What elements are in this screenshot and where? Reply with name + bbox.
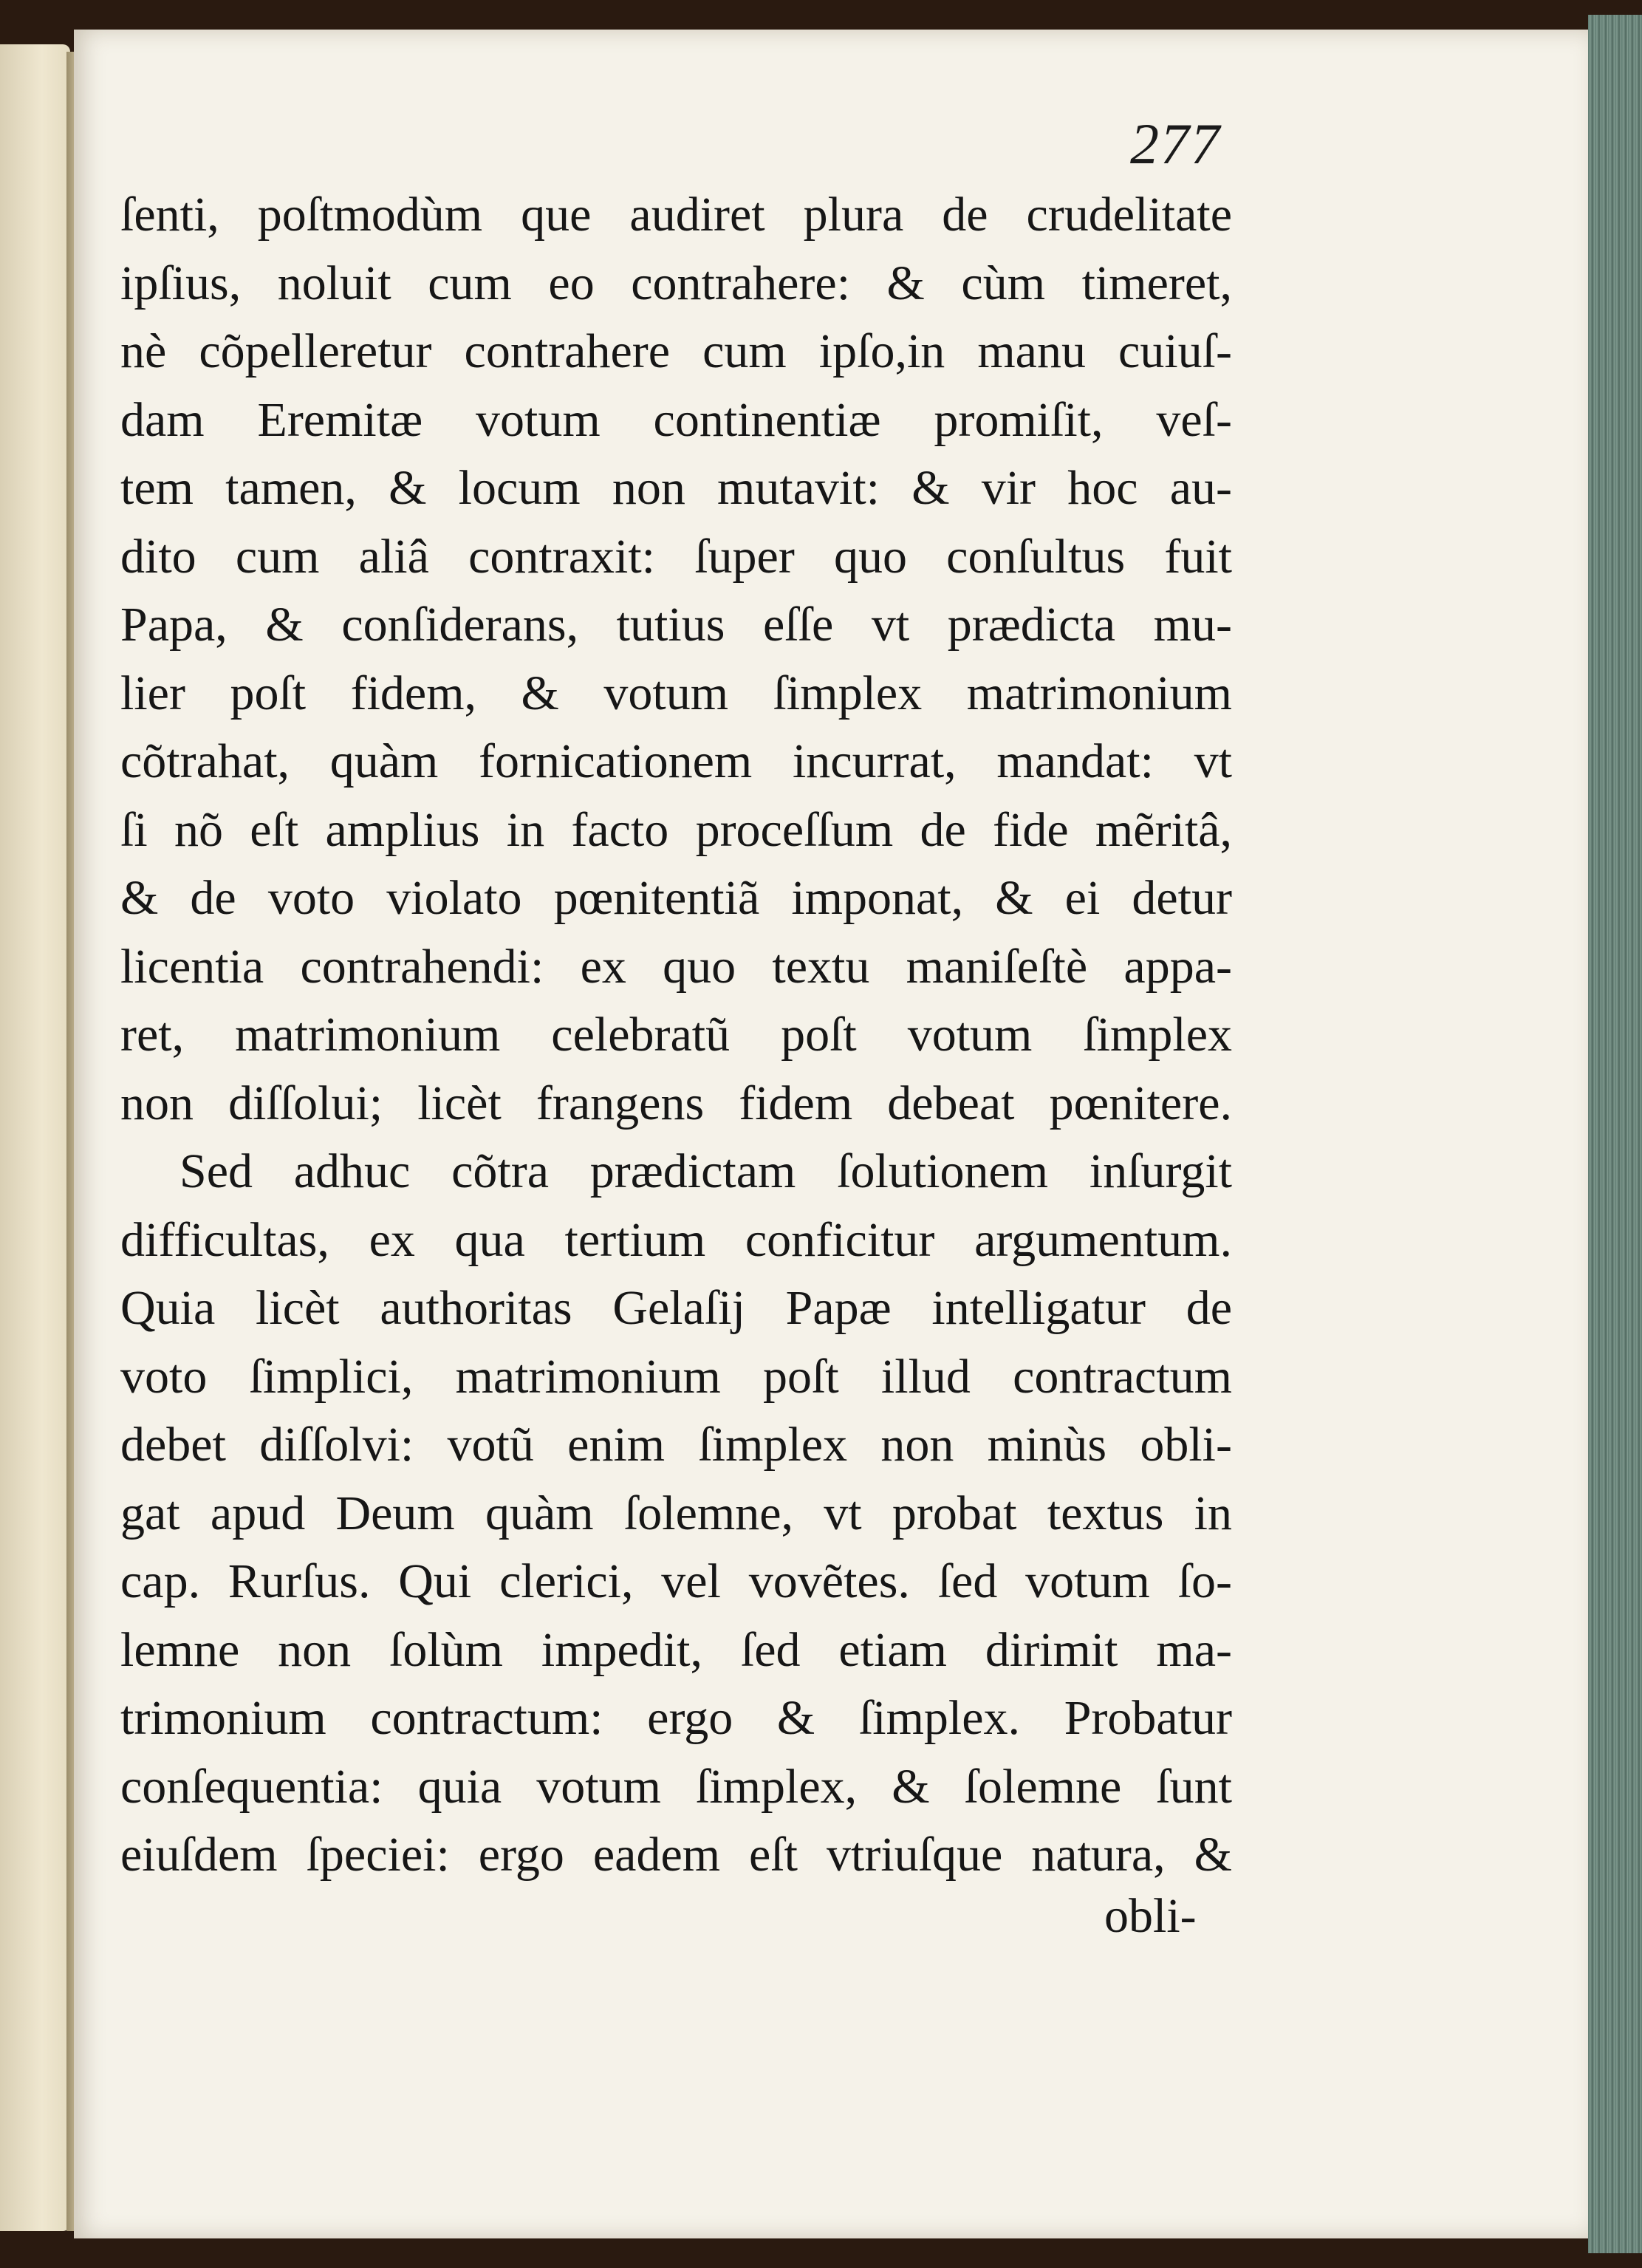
text-line: ſenti, poſtmodùm que audiret plura de crudelitate (120, 188, 1232, 242)
text-line: gat apud Deum quàm ſolemne, vt probat textus in (120, 1486, 1232, 1540)
text-line: difficultas, ex qua tertium conficitur argumentum. (120, 1212, 1232, 1267)
text-line: Quia licèt authoritas Gelaſij Papæ intelligatur de (120, 1281, 1232, 1335)
text-line: Papa, & conſiderans, tutius eſſe vt prædicta mu- (120, 598, 1232, 652)
text-line: non diſſolui; licèt frangens fidem debeat pœnitere. (120, 1076, 1232, 1130)
text-line: ſi nõ eſt amplius in facto proceſſum de fide mẽritâ, (120, 802, 1232, 857)
text-line: eiuſdem ſpeciei: ergo eadem eſt vtriuſque natura, & (120, 1828, 1232, 1882)
text-line: debet diſſolvi: votũ enim ſimplex non minùs obli- (120, 1418, 1232, 1472)
text-line: dam Eremitæ votum continentiæ promiſit, veſ- (120, 392, 1232, 447)
text-line: tem tamen, & locum non mutavit: & vir hoc au- (120, 461, 1232, 515)
text-line: dito cum aliâ contraxit: ſuper quo conſultus fuit (120, 529, 1232, 584)
page-number: 277 (1130, 112, 1221, 176)
text-line: nè cõpelleretur contrahere cum ipſo,in manu cuiuſ- (120, 324, 1232, 378)
text-line: ret, matrimonium celebratũ poſt votum ſimplex (120, 1008, 1232, 1062)
text-line: voto ſimplici, matrimonium poſt illud contractum (120, 1349, 1232, 1404)
catchword: obli- (1104, 1889, 1197, 1943)
facing-page-edge (0, 44, 70, 2231)
page-block-edge (1588, 15, 1642, 2253)
text-line: trimonium contractum: ergo & ſimplex. Probatur (120, 1691, 1232, 1745)
text-line: & de voto violato pœnitentiã imponat, & ei detur (120, 871, 1232, 925)
text-line: cõtrahat, quàm fornicationem incurrat, mandat: vt (120, 734, 1232, 788)
text-line: ipſius, noluit cum eo contrahere: & cùm timeret, (120, 256, 1232, 310)
text-line: conſequentia: quia votum ſimplex, & ſolemne ſunt (120, 1759, 1232, 1814)
text-line: licentia contrahendi: ex quo textu maniſeſtè appa- (120, 939, 1232, 994)
text-line: lier poſt fidem, & votum ſimplex matrimonium (120, 666, 1232, 720)
text-line: lemne non ſolùm impedit, ſed etiam dirimit ma- (120, 1622, 1232, 1677)
text-line: cap. Rurſus. Qui clerici, vel vovẽtes. ſed votum ſo- (120, 1554, 1232, 1608)
body-text (120, 181, 1232, 1890)
paragraph-start-line: Sed adhuc cõtra prædictam ſolutionem inſurgit (179, 1144, 1232, 1198)
